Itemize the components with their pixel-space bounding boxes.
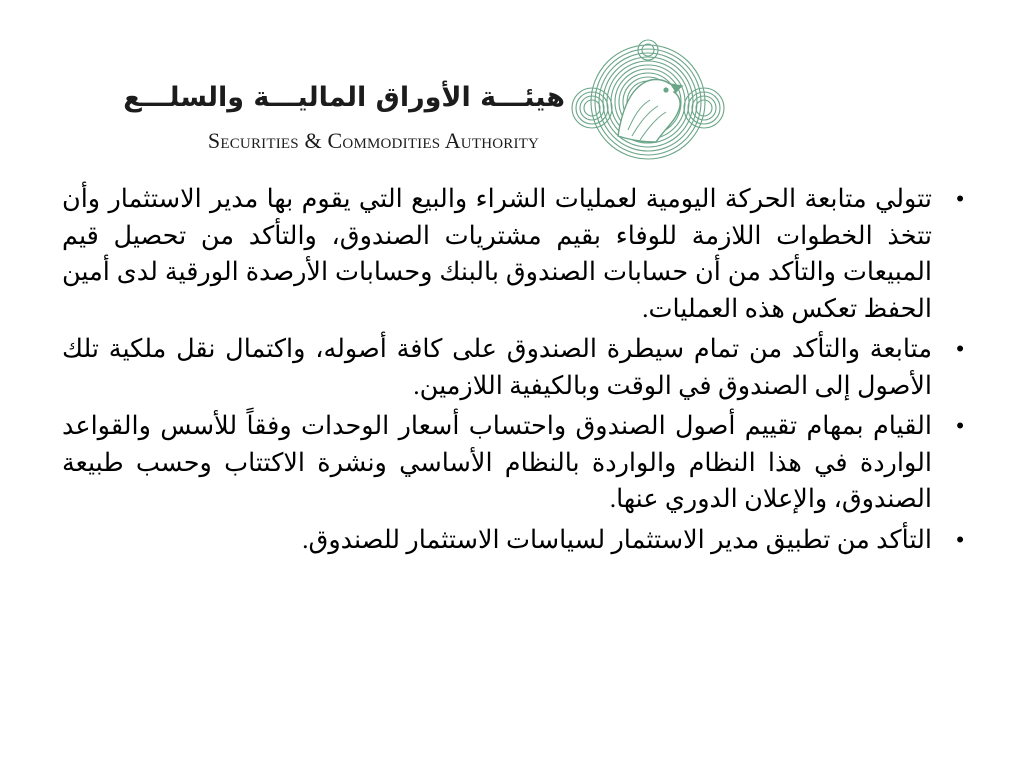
bullet-icon: • (956, 186, 964, 211)
bullet-icon: • (956, 336, 964, 361)
bullet-text: متابعة والتأكد من تمام سيطرة الصندوق على كافة أصوله، واكتمال نقل ملكية تلك الأصول إلى الصندوق في الوقت وبالكيفية اللازمين. (62, 334, 932, 400)
bullet-item (62, 522, 970, 559)
bullet-text: تتولي متابعة الحركة اليومية لعمليات الشراء والبيع التي يقوم بها مدير الاستثمار وأن تتخذ الخطوات اللازمة للوفاء بقيم مشتريات الصندوق، والتأكد من تحصيل قيم المبيعات والتأكد من أن حسابات الصندوق بالبنك وحسابات الأرصدة الورقية لدى أمين الحفظ تعكس هذه العمليات. (62, 184, 932, 323)
bullet-text: التأكد من تطبيق مدير الاستثمار لسياسات الاستثمار للصندوق. (302, 524, 932, 554)
bullet-list (62, 181, 970, 562)
falcon-emblem-icon (570, 38, 726, 162)
bullet-icon: • (956, 526, 964, 552)
bullet-item (62, 331, 970, 404)
logo-text-arabic: هيئـــة الأوراق الماليـــة والسلـــع (123, 82, 565, 113)
bullet-item (62, 181, 970, 327)
bullet-item (62, 408, 970, 518)
bullet-text: القيام بمهام تقييم أصول الصندوق واحتساب أسعار الوحدات وفقاً للأسس والقواعد الواردة في هذا النظام والواردة بالنظام الأساسي ونشرة الاكتتاب وحسب طبيعة الصندوق، والإعلان الدوري عنها. (62, 411, 932, 513)
logo-text-english: Securities & Commodities Authority (207, 128, 540, 153)
bullet-icon: • (956, 413, 964, 438)
header-logo (0, 0, 1024, 165)
